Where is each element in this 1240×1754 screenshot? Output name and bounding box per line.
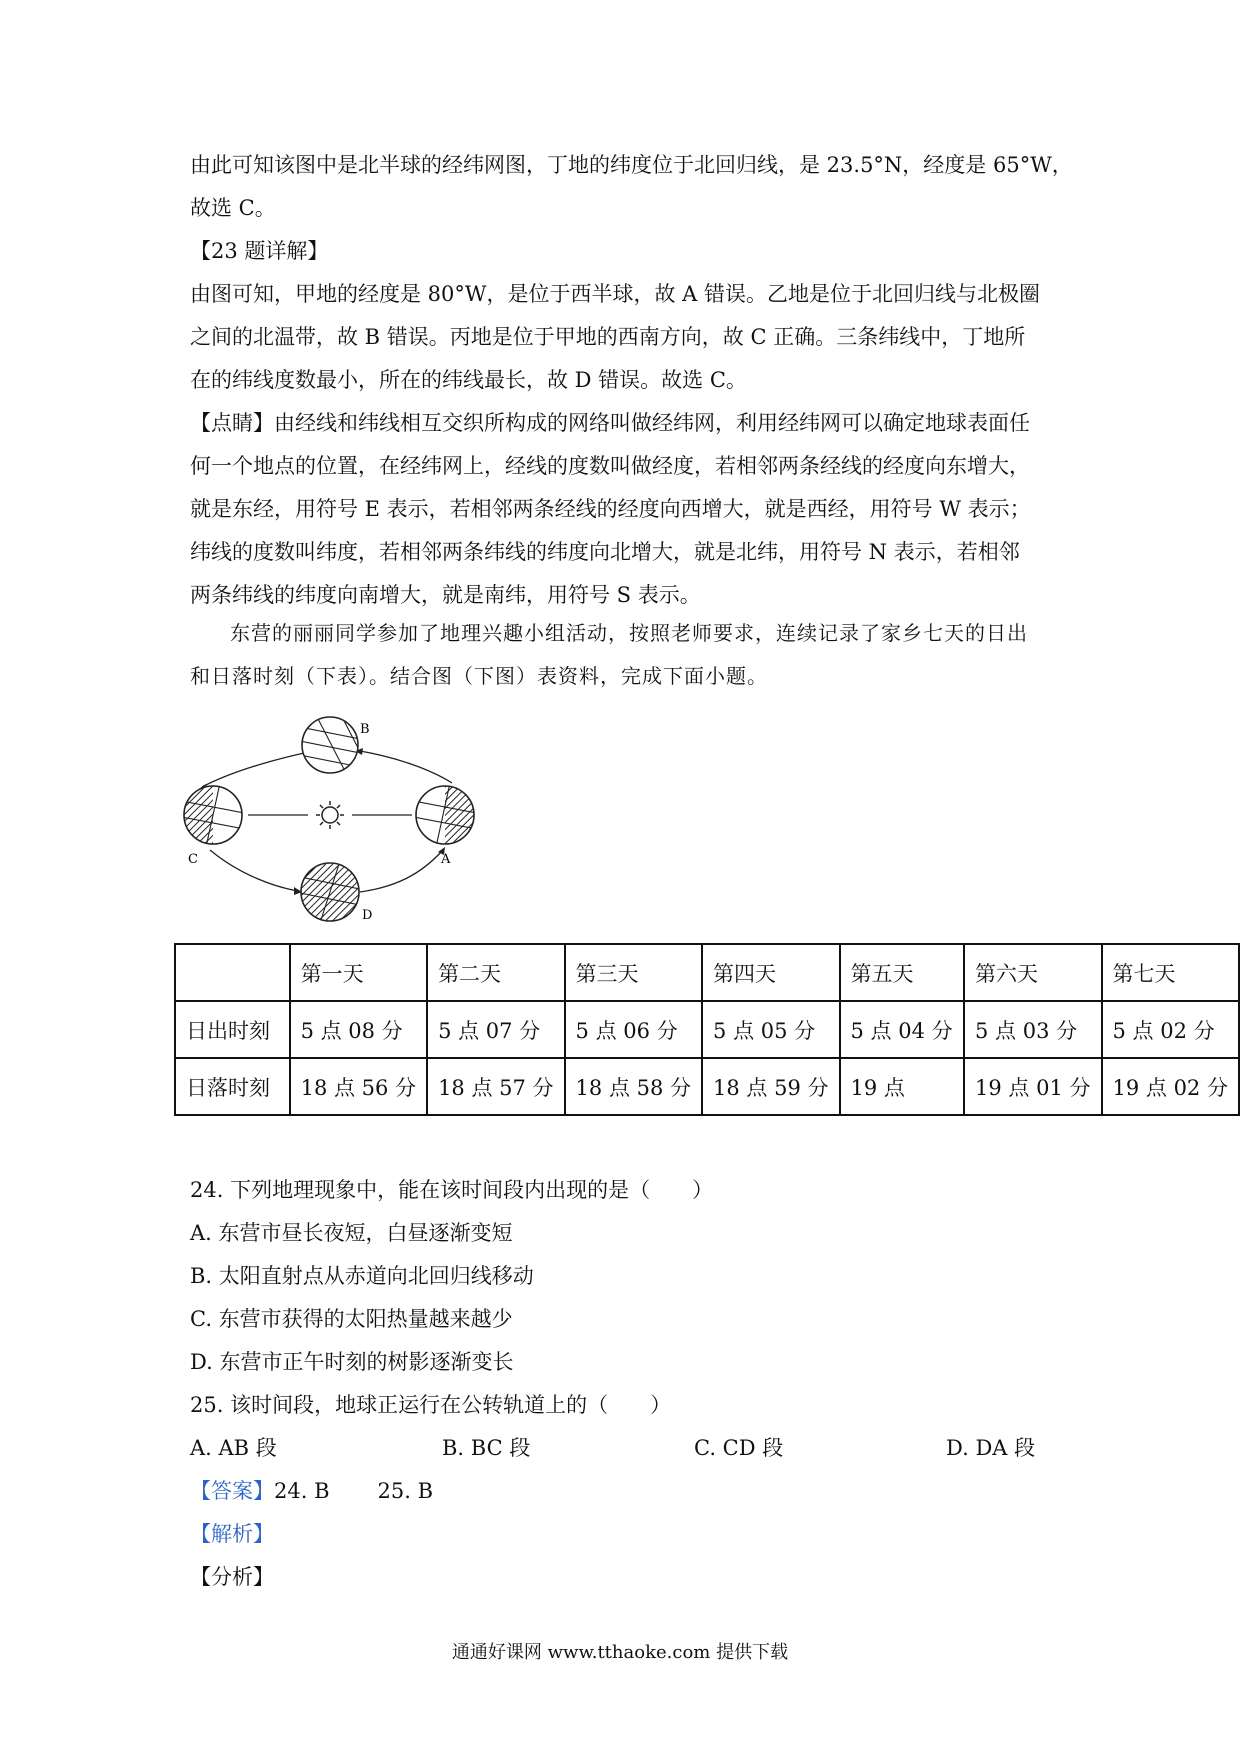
text-line: 何一个地点的位置，在经纬网上，经线的度数叫做经度，若相邻两条经线的经度向东增大，	[190, 454, 1030, 478]
option-c: C. CD 段	[694, 1436, 784, 1460]
section-22-text	[190, 144, 1073, 230]
row-label: 日落时刻	[175, 1058, 290, 1115]
option-c: C. 东营市获得的太阳热量越来越少	[190, 1307, 513, 1331]
question-25	[190, 1384, 1060, 1427]
option-d: D. 东营市正午时刻的树影逐渐变长	[190, 1350, 514, 1374]
text-line: 两条纬线的纬度向南增大，就是南纬，用符号 S 表示。	[190, 583, 701, 607]
answer-section	[190, 1470, 1060, 1599]
option-b: B. BC 段	[442, 1436, 531, 1460]
label-d: D	[362, 908, 373, 923]
table-cell: 18 点 58 分	[565, 1058, 702, 1115]
table-cell: 19 点	[840, 1058, 965, 1115]
orbit-arc-bc	[202, 753, 304, 787]
orbit-arc-da	[360, 851, 442, 892]
earth-position-c	[180, 783, 244, 849]
table-header-cell: 第七天	[1102, 944, 1240, 1001]
question-intro	[190, 612, 1090, 698]
label-b: B	[360, 722, 370, 737]
text-line: 由图可知，甲地的经度是 80°W，是位于西半球，故 A 错误。乙地是位于北回归线与北极圈	[190, 282, 1040, 306]
table-cell: 18 点 59 分	[702, 1058, 839, 1115]
question-stem: 24. 下列地理现象中，能在该时间段内出现的是（ ）	[190, 1178, 714, 1202]
table-row	[175, 1058, 1239, 1115]
answer-24: 24. B	[274, 1479, 330, 1503]
table-cell: 18 点 56 分	[290, 1058, 427, 1115]
earth-position-d	[300, 861, 360, 923]
text-line: 和日落时刻（下表）。结合图（下图）表资料，完成下面小题。	[190, 664, 768, 688]
text-line: 由此可知该图中是北半球的经纬网图，丁地的纬度位于北回归线，是 23.5°N，经度是 65°W，	[190, 153, 1073, 177]
table-header-cell: 第一天	[290, 944, 427, 1001]
sunrise-sunset-table	[174, 943, 1240, 1116]
table-cell: 5 点 05 分	[702, 1001, 839, 1058]
orbit-arc-cd	[210, 850, 298, 891]
earth-position-a	[414, 783, 478, 849]
table-cell: 18 点 57 分	[427, 1058, 564, 1115]
table-header-row	[175, 944, 1239, 1001]
row-label: 日出时刻	[175, 1001, 290, 1058]
text-line: 东营的丽丽同学参加了地理兴趣小组活动，按照老师要求，连续记录了家乡七天的日出	[230, 621, 1028, 645]
answer-25: 25. B	[377, 1479, 434, 1503]
table-cell: 5 点 08 分	[290, 1001, 427, 1058]
orbit-arc-ab	[360, 751, 452, 783]
table-cell: 19 点 01 分	[964, 1058, 1101, 1115]
answer-line	[190, 1470, 1060, 1513]
earth-orbit-diagram	[180, 705, 480, 930]
table-cell: 5 点 07 分	[427, 1001, 564, 1058]
label-c: C	[188, 852, 198, 867]
label-a: A	[441, 852, 451, 867]
table-cell: 5 点 06 分	[565, 1001, 702, 1058]
section-23	[190, 230, 1060, 402]
table-header-cell	[175, 944, 290, 1001]
option-a: A. 东营市昼长夜短，白昼逐渐变短	[190, 1221, 513, 1245]
table-header-cell: 第五天	[840, 944, 965, 1001]
text-line: 纬线的度数叫纬度，若相邻两条纬线的纬度向北增大，就是北纬，用符号 N 表示，若相邻	[190, 540, 1020, 564]
table-header-cell: 第四天	[702, 944, 839, 1001]
table-header-cell: 第三天	[565, 944, 702, 1001]
text-line: 在的纬线度数最小，所在的纬线最长，故 D 错误。故选 C。	[190, 368, 747, 392]
option-b: B. 太阳直射点从赤道向北回归线移动	[190, 1264, 534, 1288]
table-cell: 5 点 02 分	[1102, 1001, 1240, 1058]
table-header-cell: 第二天	[427, 944, 564, 1001]
dianjing-note	[190, 402, 1060, 617]
table-cell: 5 点 03 分	[964, 1001, 1101, 1058]
answer-tag: 【答案】	[190, 1479, 274, 1503]
question-stem: 25. 该时间段，地球正运行在公转轨道上的（ ）	[190, 1393, 672, 1417]
fenxi-heading: 【分析】	[190, 1565, 274, 1589]
table-cell: 5 点 04 分	[840, 1001, 965, 1058]
sun-icon	[316, 801, 344, 829]
text-line: 之间的北温带，故 B 错误。丙地是位于甲地的西南方向，故 C 正确。三条纬线中，丁地所	[190, 325, 1026, 349]
table-cell: 19 点 02 分	[1102, 1058, 1240, 1115]
text-line: 【点睛】由经线和纬线相互交织所构成的网络叫做经纬网，利用经纬网可以确定地球表面任	[190, 411, 1030, 435]
section-heading: 【23 题详解】	[190, 239, 329, 263]
table-row	[175, 1001, 1239, 1058]
option-a: A. AB 段	[190, 1436, 277, 1460]
table-header-cell: 第六天	[964, 944, 1101, 1001]
text-line: 就是东经，用符号 E 表示，若相邻两条经线的经度向西增大，就是西经，用符号 W 表示；	[190, 497, 1031, 521]
footer-text: 通通好课网 www.tthaoke.com 提供下载	[451, 1642, 789, 1663]
question-24	[190, 1169, 1060, 1384]
option-d: D. DA 段	[946, 1436, 1036, 1460]
text-line: 故选 C。	[190, 196, 276, 220]
jiexi-heading: 【解析】	[190, 1522, 274, 1546]
